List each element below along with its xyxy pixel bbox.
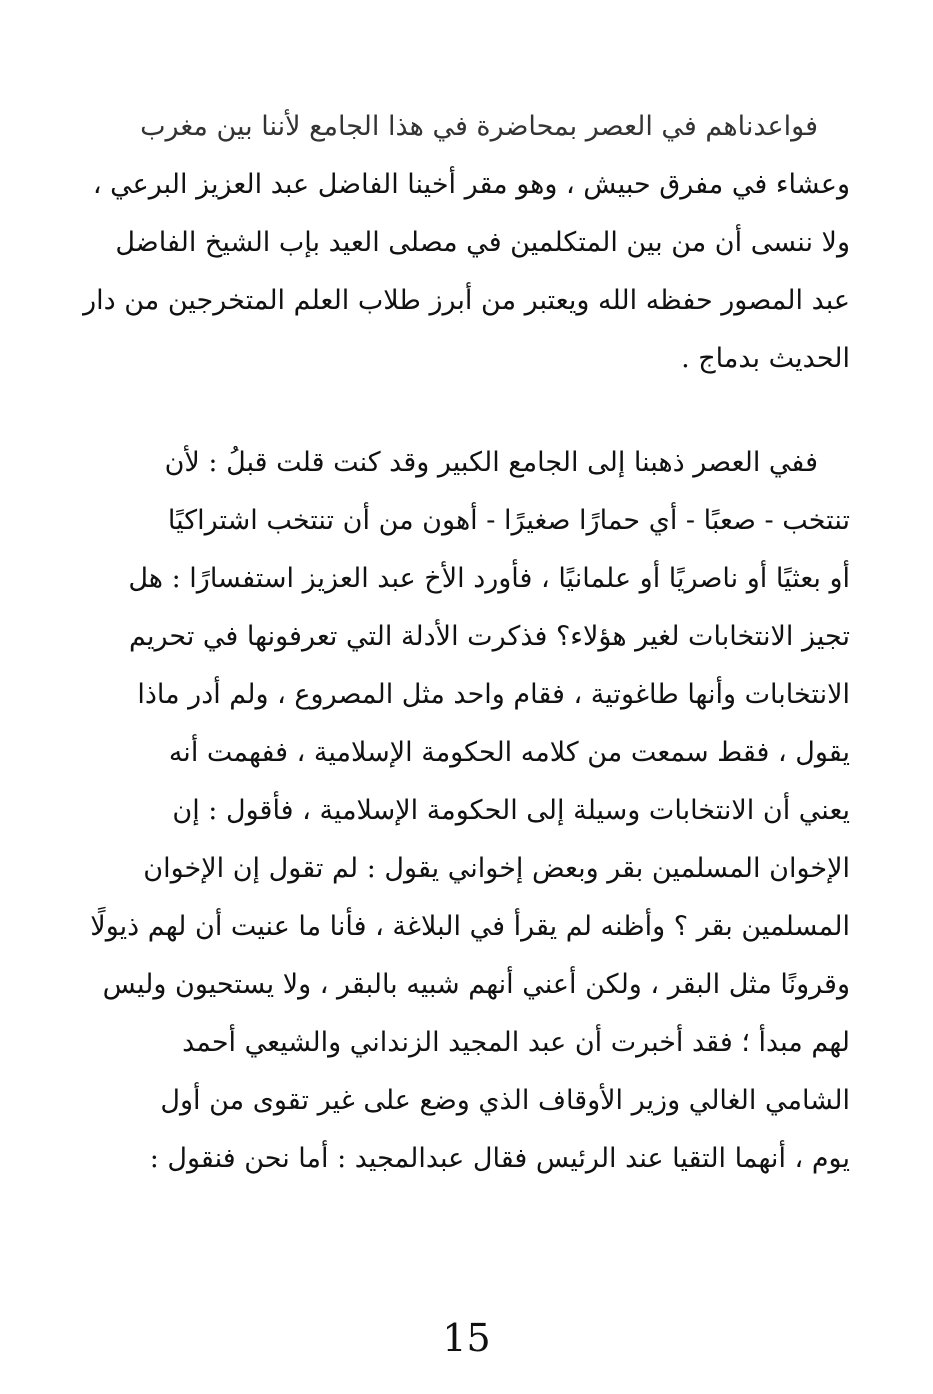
text-line: يعني أن الانتخابات وسيلة إلى الحكومة الإسلامية ، فأقول : إن	[172, 795, 850, 826]
text-line: الإخوان المسلمين بقر وبعض إخواني يقول : لم تقول إن الإخوان	[143, 853, 850, 884]
text-line: ففي العصر ذهبنا إلى الجامع الكبير وقد كنت قلت قبلُ : لأن	[164, 447, 818, 478]
text-line: لهم مبدأ ؛ فقد أخبرت أن عبد المجيد الزنداني والشيعي أحمد	[182, 1027, 850, 1058]
paragraph-2	[50, 434, 850, 1188]
text-line: الانتخابات وأنها طاغوتية ، فقام واحد مثل المصروع ، ولم أدر ماذا	[137, 679, 850, 710]
text-line: وعشاء في مفرق حبيش ، وهو مقر أخينا الفاضل عبد العزيز البرعي ،	[92, 169, 850, 200]
text-line: المسلمين بقر ؟ وأظنه لم يقرأ في البلاغة ، فأنا ما عنيت أن لهم ذيولًا	[90, 911, 850, 942]
text-line: تنتخب - صعبًا - أي حمارًا صغيرًا - أهون من أن تنتخب اشتراكيًا	[167, 505, 850, 536]
page-number: 15	[442, 1316, 491, 1360]
text-line: يقول ، فقط سمعت من كلامه الحكومة الإسلامية ، ففهمت أنه	[168, 737, 850, 768]
text-line: الحديث بدماج .	[681, 343, 850, 374]
text-line: تجيز الانتخابات لغير هؤلاء؟ فذكرت الأدلة التي تعرفونها في تحريم	[129, 621, 850, 652]
text-line: عبد المصور حفظه الله ويعتبر من أبرز طلاب العلم المتخرجين من دار	[83, 285, 850, 316]
text-line: وقرونًا مثل البقر ، ولكن أعني أنهم شبيه بالبقر ، ولا يستحيون وليس	[102, 969, 850, 1000]
text-line: الشامي الغالي وزير الأوقاف الذي وضع على غير تقوى من أول	[160, 1085, 850, 1116]
text-line: يوم ، أنهما التقيا عند الرئيس فقال عبدالمجيد : أما نحن فنقول :	[149, 1143, 850, 1174]
text-line: فواعدناهم في العصر بمحاضرة في هذا الجامع لأننا بين مغرب	[140, 111, 818, 142]
text-line: أو بعثيًا أو ناصريًا أو علمانيًا ، فأورد الأخ عبد العزيز استفسارًا : هل	[128, 563, 850, 594]
text-line: ولا ننسى أن من بين المتكلمين في مصلى العيد بإب الشيخ الفاضل	[115, 227, 850, 258]
paragraph-1	[50, 98, 850, 388]
